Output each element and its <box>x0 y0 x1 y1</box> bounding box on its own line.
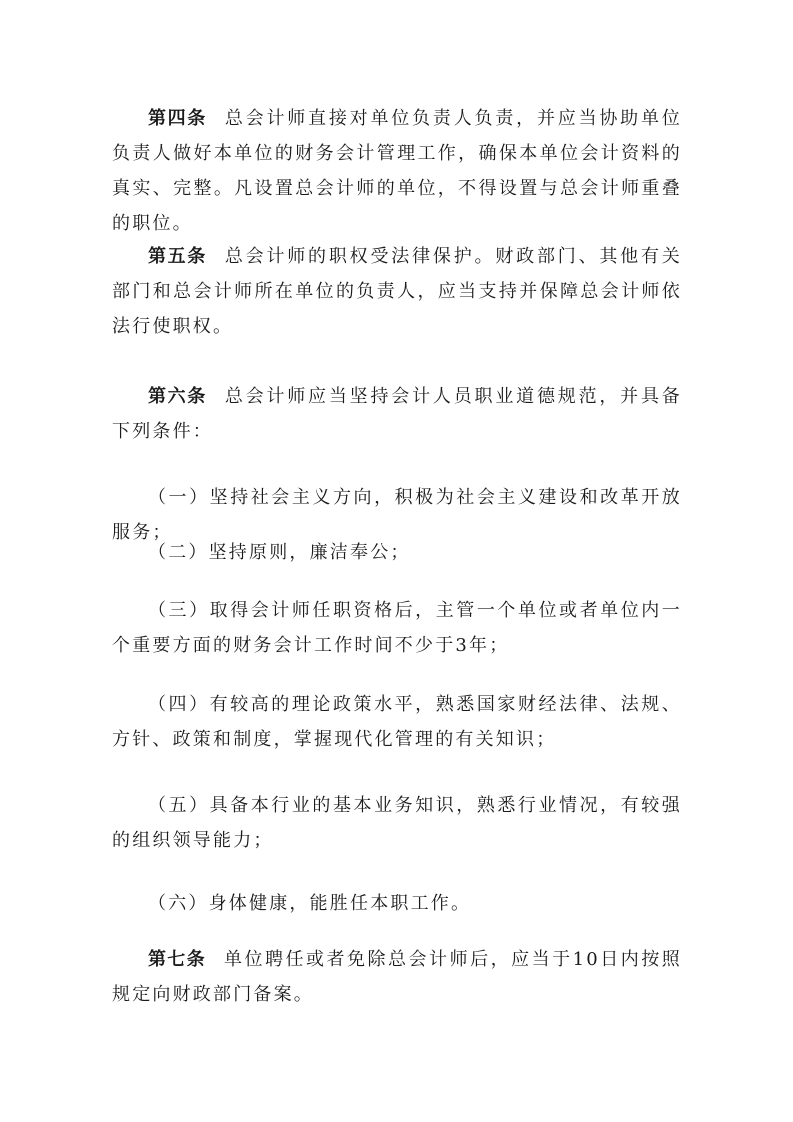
condition-2: （二）坚持原则，廉洁奉公； <box>148 542 411 563</box>
article-5 <box>112 239 682 344</box>
article-6-title: 第六条 <box>148 386 207 407</box>
condition-6: （六）身体健康，能胜任本职工作。 <box>148 893 472 914</box>
condition-4: （四）有较高的理论政策水平，熟悉国家财经法律、法规、方针、政策和制度，掌握现代化管理的有关知识； <box>112 694 682 750</box>
condition-1: （一）坚持社会主义方向，积极为社会主义建设和改革开放服务； <box>112 487 682 543</box>
article-4 <box>112 101 682 241</box>
article-5-text: 总会计师的职权受法律保护。财政部门、其他有关部门和总会计师所在单位的负责人，应当支持并保障总会计师依法行使职权。 <box>112 246 682 337</box>
condition-3: （三）取得会计师任职资格后，主管一个单位或者单位内一个重要方面的财务会计工作时间不少于3年； <box>112 600 682 656</box>
article-4-title: 第四条 <box>148 108 207 129</box>
article-4-text: 总会计师直接对单位负责人负责，并应当协助单位负责人做好本单位的财务会计管理工作，确保本单位会计资料的真实、完整。凡设置总会计师的单位，不得设置与总会计师重叠的职位。 <box>112 108 682 234</box>
article-7 <box>112 942 682 1012</box>
article-7-text: 单位聘任或者免除总会计师后，应当于10日内按照规定向财政部门备案。 <box>112 949 682 1005</box>
article-6-text: 总会计师应当坚持会计人员职业道德规范，并具备下列条件： <box>112 386 682 442</box>
article-7-title: 第七条 <box>148 949 206 970</box>
condition-5: （五）具备本行业的基本业务知识，熟悉行业情况，有较强的组织领导能力； <box>112 795 682 851</box>
article-6 <box>112 379 682 449</box>
article-5-title: 第五条 <box>148 246 207 267</box>
